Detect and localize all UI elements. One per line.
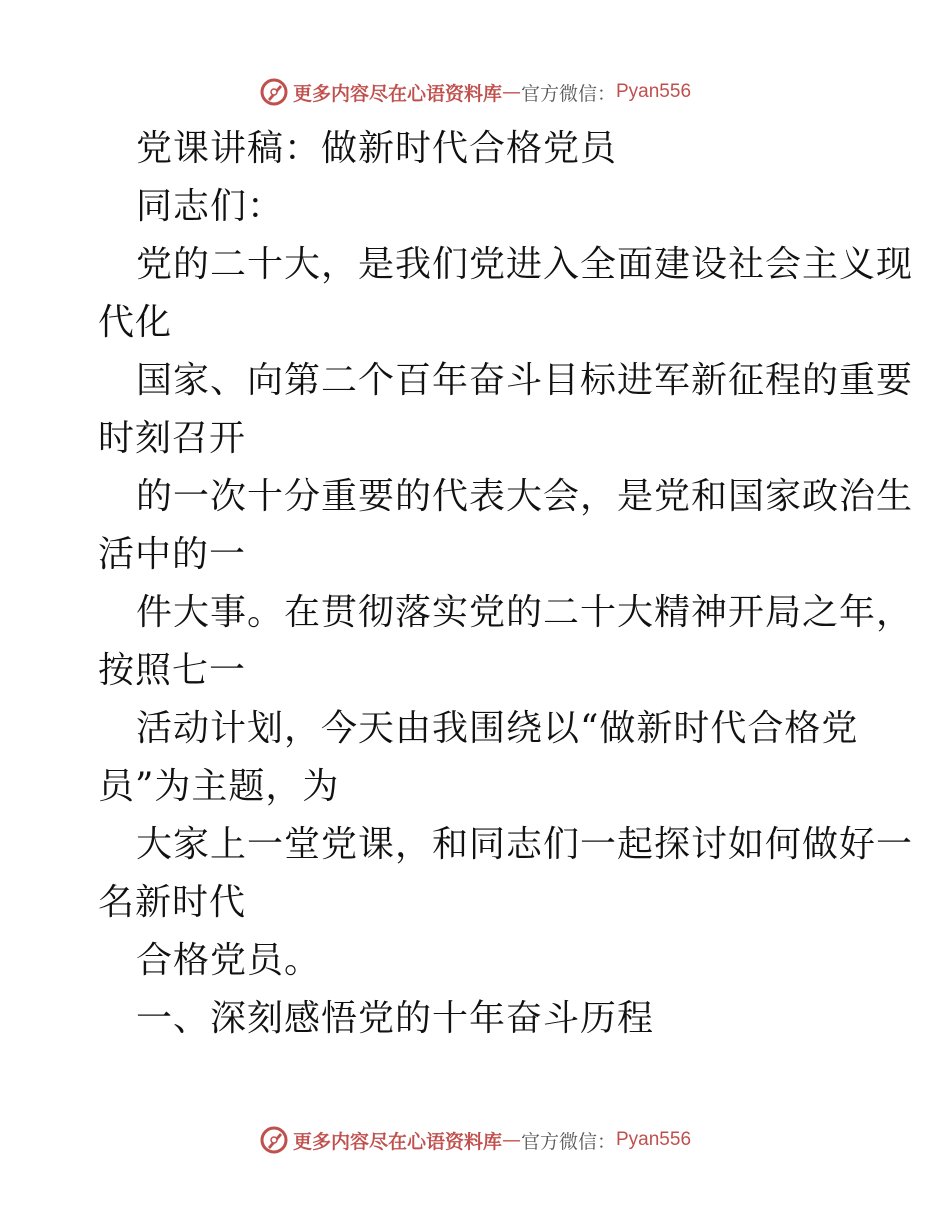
text-line: 员”为主题，为 — [98, 766, 340, 807]
watermark-wechat-id: Pyan556 — [616, 1129, 692, 1150]
text-line: 活动计划，今天由我围绕以“做新时代合格党 — [136, 708, 859, 749]
footer-watermark — [0, 1120, 950, 1160]
text-line: 按照七一 — [98, 650, 247, 691]
text-line: 大家上一堂党课，和同志们一起探讨如何做好一 — [136, 824, 914, 865]
quill-logo-icon — [259, 77, 289, 107]
watermark-wechat-label: 官方微信： — [520, 82, 616, 105]
text-line: 国家、向第二个百年奋斗目标进军新征程的重要 — [136, 360, 914, 401]
text-line: 党课讲稿：做新时代合格党员 — [136, 128, 618, 169]
text-line: 一、深刻感悟党的十年奋斗历程 — [136, 998, 655, 1039]
watermark-dash: — — [501, 81, 521, 103]
text-line: 件大事。在贯彻落实党的二十大精神开局之年， — [136, 592, 914, 633]
text-line: 名新时代 — [98, 882, 247, 923]
text-line: 的一次十分重要的代表大会，是党和国家政治生 — [136, 476, 914, 517]
watermark-dash: — — [501, 1129, 521, 1151]
text-line: 时刻召开 — [98, 418, 247, 459]
text-line: 代化 — [98, 302, 173, 343]
watermark-main-text: 更多内容尽在心语资料库 — [292, 1130, 502, 1153]
watermark-wechat-id: Pyan556 — [616, 81, 692, 102]
text-line: 活中的一 — [98, 534, 247, 575]
header-watermark — [0, 72, 950, 112]
watermark-wechat-label: 官方微信： — [520, 1130, 616, 1153]
text-line: 党的二十大，是我们党进入全面建设社会主义现 — [136, 244, 914, 285]
watermark-main-text: 更多内容尽在心语资料库 — [292, 82, 502, 105]
text-line: 同志们： — [136, 186, 285, 227]
text-line: 合格党员。 — [136, 940, 322, 981]
document-body — [98, 120, 914, 1048]
quill-logo-icon — [259, 1125, 289, 1155]
